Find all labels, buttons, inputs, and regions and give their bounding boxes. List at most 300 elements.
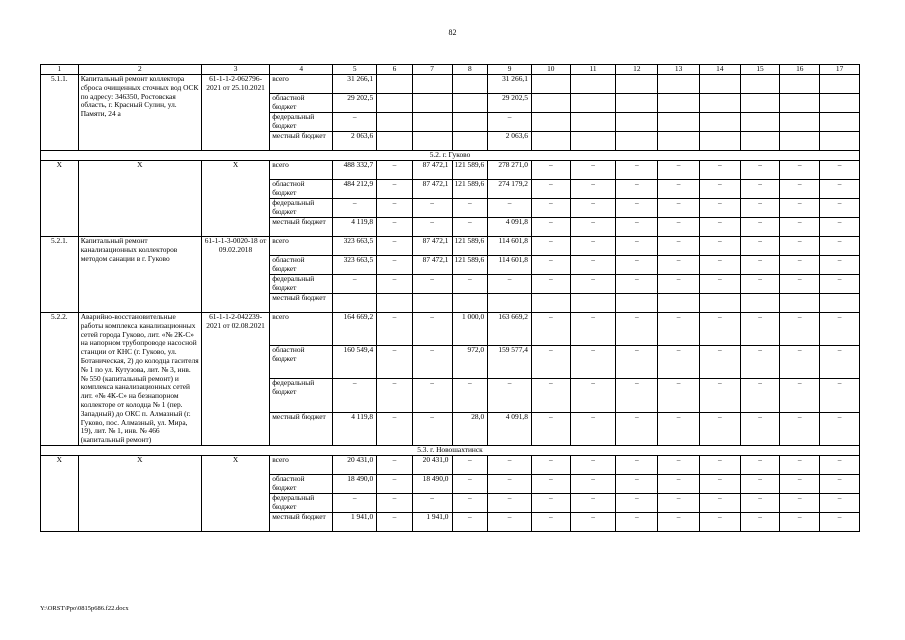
column-number-row bbox=[41, 65, 860, 75]
value-cell bbox=[412, 132, 452, 151]
value-cell: 2 063,6 bbox=[333, 132, 377, 151]
value-cell bbox=[570, 113, 616, 132]
value-cell: 4 119,8 bbox=[333, 412, 377, 445]
value-cell: – bbox=[658, 275, 700, 294]
value-cell: – bbox=[780, 256, 820, 275]
value-cell: – bbox=[820, 180, 860, 199]
value-cell: 31 266,1 bbox=[488, 75, 532, 94]
value-cell bbox=[699, 113, 740, 132]
value-cell bbox=[412, 113, 452, 132]
value-cell: – bbox=[658, 412, 700, 445]
value-cell: 2 063,6 bbox=[488, 132, 532, 151]
column-number: 4 bbox=[270, 65, 333, 75]
value-cell: – bbox=[740, 180, 780, 199]
column-number: 7 bbox=[412, 65, 452, 75]
funding-source-label: всего bbox=[270, 161, 333, 180]
funding-source-label: областной бюджет bbox=[270, 94, 333, 113]
value-cell: – bbox=[412, 412, 452, 445]
value-cell bbox=[740, 75, 780, 94]
value-cell: – bbox=[780, 218, 820, 237]
table-row bbox=[41, 313, 860, 346]
value-cell: – bbox=[570, 256, 616, 275]
value-cell: – bbox=[531, 161, 570, 180]
column-number: 17 bbox=[820, 65, 860, 75]
column-number: 11 bbox=[570, 65, 616, 75]
value-cell: – bbox=[780, 180, 820, 199]
value-cell: – bbox=[658, 455, 700, 474]
value-cell bbox=[699, 132, 740, 151]
value-cell: – bbox=[616, 493, 658, 512]
value-cell bbox=[412, 294, 452, 313]
column-number: 8 bbox=[452, 65, 488, 75]
value-cell bbox=[616, 113, 658, 132]
value-cell: – bbox=[658, 493, 700, 512]
value-cell bbox=[452, 132, 488, 151]
value-cell: – bbox=[488, 455, 532, 474]
value-cell: – bbox=[616, 161, 658, 180]
item-name: Капитальный ремонт коллектора сброса очищенных сточных вод ОСК по адресу: 346350, Ростовская область, г. Красный Сулин, ул. Памяти, 24 а bbox=[78, 75, 201, 151]
value-cell: – bbox=[377, 474, 413, 493]
value-cell: – bbox=[531, 313, 570, 346]
value-cell: – bbox=[377, 313, 413, 346]
section-heading: 5.2. г. Гуково bbox=[41, 151, 860, 161]
value-cell: – bbox=[780, 313, 820, 346]
value-cell: – bbox=[488, 199, 532, 218]
value-cell: – bbox=[570, 474, 616, 493]
value-cell: – bbox=[616, 455, 658, 474]
value-cell: 29 202,5 bbox=[333, 94, 377, 113]
value-cell: – bbox=[699, 180, 740, 199]
funding-source-label: всего bbox=[270, 75, 333, 94]
value-cell: – bbox=[412, 218, 452, 237]
value-cell bbox=[531, 132, 570, 151]
value-cell bbox=[377, 132, 413, 151]
value-cell: – bbox=[531, 379, 570, 412]
value-cell: – bbox=[452, 493, 488, 512]
value-cell: – bbox=[699, 237, 740, 256]
value-cell: – bbox=[531, 237, 570, 256]
value-cell: – bbox=[377, 275, 413, 294]
value-cell: – bbox=[699, 379, 740, 412]
value-cell: – bbox=[452, 199, 488, 218]
value-cell bbox=[820, 132, 860, 151]
value-cell: – bbox=[780, 161, 820, 180]
value-cell: – bbox=[377, 199, 413, 218]
value-cell: – bbox=[820, 455, 860, 474]
value-cell: 1 000,0 bbox=[452, 313, 488, 346]
value-cell bbox=[780, 132, 820, 151]
value-cell: – bbox=[658, 512, 700, 531]
funding-source-label: местный бюджет bbox=[270, 218, 333, 237]
value-cell: – bbox=[820, 237, 860, 256]
funding-source-label: областной бюджет bbox=[270, 180, 333, 199]
value-cell: – bbox=[377, 412, 413, 445]
value-cell: – bbox=[570, 313, 616, 346]
value-cell: – bbox=[699, 493, 740, 512]
funding-source-label: областной бюджет bbox=[270, 346, 333, 379]
value-cell: – bbox=[780, 237, 820, 256]
value-cell: – bbox=[452, 474, 488, 493]
value-cell bbox=[377, 294, 413, 313]
value-cell bbox=[531, 294, 570, 313]
column-number: 9 bbox=[488, 65, 532, 75]
value-cell: – bbox=[740, 275, 780, 294]
value-cell: – bbox=[377, 161, 413, 180]
column-number: 15 bbox=[740, 65, 780, 75]
value-cell: 20 431,0 bbox=[333, 455, 377, 474]
value-cell: – bbox=[488, 512, 532, 531]
value-cell: – bbox=[570, 199, 616, 218]
value-cell: – bbox=[488, 379, 532, 412]
value-cell: – bbox=[412, 313, 452, 346]
value-cell: – bbox=[333, 275, 377, 294]
funding-source-label: федеральный бюджет bbox=[270, 379, 333, 412]
section-heading-row bbox=[41, 445, 860, 455]
value-cell: – bbox=[570, 161, 616, 180]
value-cell: – bbox=[699, 313, 740, 346]
value-cell: 121 589,6 bbox=[452, 256, 488, 275]
value-cell bbox=[570, 94, 616, 113]
value-cell: 20 431,0 bbox=[412, 455, 452, 474]
value-cell: 159 577,4 bbox=[488, 346, 532, 379]
item-name: Аварийно-восстановительные работы комплекса канализационных сетей города Гуково, лит. «№ 2К-С» на напорном трубопроводе насосной станции от КНС (г. Гуково, ул. Ботаническая, 2) до колодца гасителя № 1 по ул. Кутузова, лит. № 3, инв. № 550 (капитальный ремонт) и комплекса канализационных сетей лит. «№ 4К-С» на безнапорном коллекторе от колодца № 1 (пер. Западный) до ОКС п. Алмазный (г. Гуково, пос. Алмазный, ул. Мира, 19), лит. № 1, инв. № 466 (капитальный ремонт) bbox=[78, 313, 201, 446]
value-cell: – bbox=[820, 346, 860, 379]
value-cell: – bbox=[531, 512, 570, 531]
value-cell: – bbox=[616, 379, 658, 412]
value-cell bbox=[531, 113, 570, 132]
value-cell: – bbox=[616, 512, 658, 531]
value-cell: – bbox=[531, 455, 570, 474]
value-cell: – bbox=[780, 379, 820, 412]
value-cell bbox=[658, 94, 700, 113]
value-cell: 114 601,8 bbox=[488, 237, 532, 256]
value-cell: 488 332,7 bbox=[333, 161, 377, 180]
column-number: 13 bbox=[658, 65, 700, 75]
value-cell: 121 589,6 bbox=[452, 237, 488, 256]
funding-source-label: всего bbox=[270, 313, 333, 346]
value-cell: – bbox=[740, 493, 780, 512]
value-cell: – bbox=[740, 412, 780, 445]
value-cell bbox=[377, 75, 413, 94]
value-cell: – bbox=[616, 218, 658, 237]
value-cell: – bbox=[531, 474, 570, 493]
value-cell: – bbox=[699, 275, 740, 294]
value-cell: 87 472,1 bbox=[412, 180, 452, 199]
value-cell: – bbox=[699, 455, 740, 474]
value-cell: – bbox=[412, 199, 452, 218]
value-cell: – bbox=[377, 512, 413, 531]
value-cell: – bbox=[616, 313, 658, 346]
value-cell: – bbox=[658, 199, 700, 218]
value-cell: 4 119,8 bbox=[333, 218, 377, 237]
value-cell: – bbox=[412, 346, 452, 379]
value-cell: – bbox=[333, 493, 377, 512]
value-cell: 278 271,0 bbox=[488, 161, 532, 180]
value-cell: 121 589,6 bbox=[452, 161, 488, 180]
value-cell: – bbox=[658, 379, 700, 412]
value-cell: – bbox=[531, 218, 570, 237]
value-cell: – bbox=[658, 474, 700, 493]
value-cell: – bbox=[531, 199, 570, 218]
item-number: Х bbox=[41, 455, 79, 531]
value-cell: – bbox=[820, 379, 860, 412]
value-cell: – bbox=[740, 237, 780, 256]
item-document: 61-1-1-2-062796-2021 от 25.10.2021 bbox=[201, 75, 269, 151]
value-cell: 163 669,2 bbox=[488, 313, 532, 346]
value-cell: – bbox=[616, 180, 658, 199]
value-cell: – bbox=[699, 218, 740, 237]
value-cell: – bbox=[699, 412, 740, 445]
funding-source-label: федеральный бюджет bbox=[270, 199, 333, 218]
value-cell bbox=[658, 132, 700, 151]
value-cell: – bbox=[820, 256, 860, 275]
value-cell: – bbox=[488, 275, 532, 294]
value-cell: 323 663,5 bbox=[333, 237, 377, 256]
value-cell: – bbox=[740, 161, 780, 180]
item-name: Х bbox=[78, 161, 201, 237]
value-cell bbox=[699, 75, 740, 94]
value-cell bbox=[820, 94, 860, 113]
value-cell: – bbox=[658, 313, 700, 346]
value-cell bbox=[616, 94, 658, 113]
value-cell: – bbox=[740, 455, 780, 474]
funding-source-label: федеральный бюджет bbox=[270, 275, 333, 294]
value-cell: – bbox=[740, 199, 780, 218]
column-number: 6 bbox=[377, 65, 413, 75]
value-cell: – bbox=[333, 113, 377, 132]
value-cell: – bbox=[780, 512, 820, 531]
value-cell bbox=[740, 294, 780, 313]
item-name: Х bbox=[78, 455, 201, 531]
value-cell: – bbox=[780, 493, 820, 512]
funding-source-label: местный бюджет bbox=[270, 512, 333, 531]
value-cell: – bbox=[780, 412, 820, 445]
value-cell bbox=[780, 294, 820, 313]
item-number: 5.2.1. bbox=[41, 237, 79, 313]
value-cell: 87 472,1 bbox=[412, 161, 452, 180]
value-cell: – bbox=[531, 493, 570, 512]
value-cell: – bbox=[570, 218, 616, 237]
value-cell: – bbox=[570, 493, 616, 512]
value-cell: – bbox=[531, 346, 570, 379]
value-cell: 323 663,5 bbox=[333, 256, 377, 275]
value-cell: – bbox=[377, 346, 413, 379]
value-cell: 160 549,4 bbox=[333, 346, 377, 379]
value-cell bbox=[570, 132, 616, 151]
value-cell: – bbox=[570, 455, 616, 474]
value-cell bbox=[820, 294, 860, 313]
value-cell: 18 490,0 bbox=[412, 474, 452, 493]
value-cell bbox=[412, 75, 452, 94]
value-cell: – bbox=[820, 275, 860, 294]
funding-source-label: федеральный бюджет bbox=[270, 493, 333, 512]
value-cell bbox=[699, 294, 740, 313]
value-cell: 87 472,1 bbox=[412, 237, 452, 256]
value-cell bbox=[452, 94, 488, 113]
value-cell: – bbox=[412, 275, 452, 294]
value-cell: – bbox=[531, 180, 570, 199]
value-cell: – bbox=[377, 493, 413, 512]
value-cell bbox=[616, 132, 658, 151]
value-cell: – bbox=[740, 474, 780, 493]
value-cell: 4 091,8 bbox=[488, 412, 532, 445]
value-cell bbox=[820, 113, 860, 132]
section-heading-row bbox=[41, 151, 860, 161]
value-cell: – bbox=[570, 180, 616, 199]
value-cell bbox=[780, 75, 820, 94]
column-number: 5 bbox=[333, 65, 377, 75]
value-cell: – bbox=[452, 379, 488, 412]
value-cell: – bbox=[377, 256, 413, 275]
value-cell: – bbox=[616, 346, 658, 379]
value-cell: – bbox=[531, 275, 570, 294]
value-cell: – bbox=[699, 199, 740, 218]
value-cell bbox=[780, 94, 820, 113]
value-cell: 87 472,1 bbox=[412, 256, 452, 275]
value-cell: 4 091,8 bbox=[488, 218, 532, 237]
value-cell: – bbox=[570, 379, 616, 412]
value-cell: – bbox=[820, 218, 860, 237]
item-document: 61-1-1-2-042239-2021 от 02.08.2021 bbox=[201, 313, 269, 446]
column-number: 16 bbox=[780, 65, 820, 75]
value-cell: – bbox=[531, 256, 570, 275]
column-number: 3 bbox=[201, 65, 269, 75]
value-cell: – bbox=[820, 474, 860, 493]
value-cell bbox=[740, 132, 780, 151]
value-cell: – bbox=[412, 379, 452, 412]
value-cell: – bbox=[780, 346, 820, 379]
value-cell: – bbox=[377, 455, 413, 474]
column-number: 12 bbox=[616, 65, 658, 75]
column-number: 1 bbox=[41, 65, 79, 75]
value-cell: – bbox=[820, 493, 860, 512]
value-cell: 1 941,0 bbox=[412, 512, 452, 531]
value-cell: – bbox=[740, 512, 780, 531]
value-cell bbox=[488, 294, 532, 313]
item-document: 61-1-1-3-0020-18 от 09.02.2018 bbox=[201, 237, 269, 313]
footer-file-path: Y:\ORST\Ppo\0815p686.f22.docx bbox=[40, 605, 129, 612]
value-cell: – bbox=[658, 256, 700, 275]
value-cell bbox=[740, 94, 780, 113]
value-cell: – bbox=[780, 275, 820, 294]
column-number: 14 bbox=[699, 65, 740, 75]
funding-source-label: областной бюджет bbox=[270, 256, 333, 275]
value-cell bbox=[658, 294, 700, 313]
value-cell bbox=[377, 113, 413, 132]
value-cell: – bbox=[570, 346, 616, 379]
budget-table bbox=[40, 64, 860, 532]
value-cell: – bbox=[488, 474, 532, 493]
value-cell: – bbox=[616, 199, 658, 218]
funding-source-label: местный бюджет bbox=[270, 294, 333, 313]
value-cell: – bbox=[377, 180, 413, 199]
value-cell: – bbox=[452, 218, 488, 237]
table-row bbox=[41, 455, 860, 474]
item-number: 5.2.2. bbox=[41, 313, 79, 446]
value-cell: – bbox=[616, 412, 658, 445]
value-cell bbox=[820, 75, 860, 94]
value-cell: – bbox=[820, 412, 860, 445]
item-document: Х bbox=[201, 455, 269, 531]
value-cell: – bbox=[699, 512, 740, 531]
value-cell: – bbox=[820, 313, 860, 346]
funding-source-label: областной бюджет bbox=[270, 474, 333, 493]
table-row bbox=[41, 75, 860, 94]
value-cell: – bbox=[740, 218, 780, 237]
value-cell: – bbox=[658, 161, 700, 180]
value-cell: – bbox=[658, 346, 700, 379]
value-cell: – bbox=[740, 313, 780, 346]
value-cell bbox=[452, 75, 488, 94]
value-cell: – bbox=[740, 379, 780, 412]
value-cell: – bbox=[616, 474, 658, 493]
value-cell bbox=[740, 113, 780, 132]
value-cell bbox=[531, 75, 570, 94]
value-cell: – bbox=[377, 237, 413, 256]
value-cell: – bbox=[570, 275, 616, 294]
value-cell: – bbox=[616, 237, 658, 256]
value-cell: – bbox=[658, 237, 700, 256]
value-cell: – bbox=[616, 275, 658, 294]
item-document: Х bbox=[201, 161, 269, 237]
item-number: 5.1.1. bbox=[41, 75, 79, 151]
value-cell: – bbox=[570, 412, 616, 445]
value-cell: – bbox=[699, 474, 740, 493]
value-cell: 972,0 bbox=[452, 346, 488, 379]
value-cell bbox=[333, 294, 377, 313]
value-cell bbox=[412, 94, 452, 113]
value-cell: – bbox=[452, 512, 488, 531]
value-cell bbox=[531, 94, 570, 113]
value-cell: 114 601,8 bbox=[488, 256, 532, 275]
value-cell bbox=[570, 294, 616, 313]
value-cell bbox=[377, 94, 413, 113]
column-number: 2 bbox=[78, 65, 201, 75]
value-cell bbox=[570, 75, 616, 94]
value-cell bbox=[780, 113, 820, 132]
section-heading: 5.3. г. Новошахтинск bbox=[41, 445, 860, 455]
value-cell: 28,0 bbox=[452, 412, 488, 445]
value-cell: – bbox=[820, 512, 860, 531]
value-cell: – bbox=[820, 199, 860, 218]
funding-source-label: федеральный бюджет bbox=[270, 113, 333, 132]
page-number: 82 bbox=[448, 28, 457, 37]
value-cell: – bbox=[570, 237, 616, 256]
value-cell bbox=[658, 75, 700, 94]
value-cell: – bbox=[780, 455, 820, 474]
value-cell: – bbox=[699, 161, 740, 180]
value-cell: 1 941,0 bbox=[333, 512, 377, 531]
value-cell: – bbox=[780, 199, 820, 218]
value-cell: – bbox=[699, 346, 740, 379]
table-row bbox=[41, 237, 860, 256]
value-cell: – bbox=[820, 161, 860, 180]
value-cell: – bbox=[616, 256, 658, 275]
value-cell: 18 490,0 bbox=[333, 474, 377, 493]
value-cell: – bbox=[333, 379, 377, 412]
value-cell: – bbox=[740, 256, 780, 275]
value-cell: 121 589,6 bbox=[452, 180, 488, 199]
value-cell: 31 266,1 bbox=[333, 75, 377, 94]
value-cell: – bbox=[412, 493, 452, 512]
value-cell bbox=[452, 294, 488, 313]
value-cell: – bbox=[658, 180, 700, 199]
value-cell: 484 212,9 bbox=[333, 180, 377, 199]
funding-source-label: всего bbox=[270, 455, 333, 474]
value-cell: 29 202,5 bbox=[488, 94, 532, 113]
item-number: Х bbox=[41, 161, 79, 237]
value-cell: – bbox=[780, 474, 820, 493]
